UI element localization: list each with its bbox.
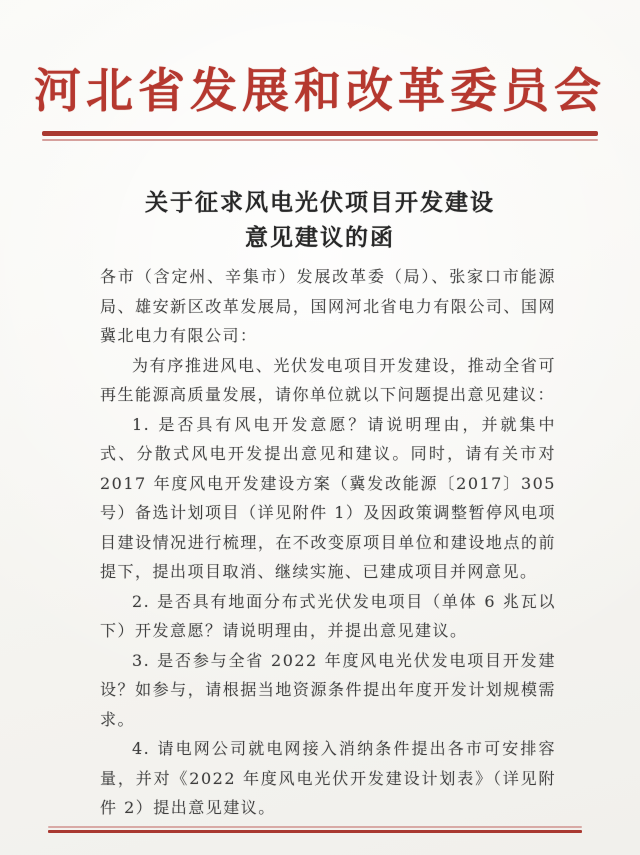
document-title-line1: 关于征求风电光伏项目开发建设 xyxy=(145,189,495,216)
letterhead-divider-thin-line xyxy=(42,139,598,141)
body-paragraph-item-1: 1. 是否具有风电开发意愿？请说明理由，并就集中式、分散式风电开发提出意见和建议。同时，请有关市对 2017 年度风电开发建设方案（冀发改能源〔2017〕305 号）备选计划项目（详见附件 1）及因政策调整暂停风电项目建设情况进行梳理，在不改变原项目单位和建设地点的前提下，提出项目取消、继续实施、已建成项目并网意见。 xyxy=(100,414,556,581)
body-paragraph-item-2: 2. 是否具有地面分布式光伏发电项目（单体 6 兆瓦以下）开发意愿？请说明理由，并提出意见建议。 xyxy=(100,591,556,640)
document-title xyxy=(0,185,640,255)
body-paragraph-item-4: 4. 请电网公司就电网接入消纳条件提出各市可安排容量，并对《2022 年度风电光伏开发建设计划表》（详见附件 2）提出意见建议。 xyxy=(100,739,556,817)
letterhead-divider xyxy=(42,131,598,141)
footer-divider xyxy=(48,826,582,833)
letter-body xyxy=(100,262,556,823)
document-title-line2: 意见建议的函 xyxy=(245,224,395,251)
body-paragraph-item-3: 3. 是否参与全省 2022 年度风电光伏发电项目开发建设？如参与，请根据当地资源条件提出年度开发计划规模需求。 xyxy=(100,650,556,729)
footer-divider-thin-line xyxy=(48,826,582,828)
body-paragraph-intro: 为有序推进风电、光伏发电项目开发建设，推动全省可再生能源高质量发展，请你单位就以下问题提出意见建议： xyxy=(100,355,556,404)
recipients-line: 各市（含定州、辛集市）发展改革委（局）、张家口市能源局、雄安新区改革发展局，国网河北省电力有限公司、国网冀北电力有限公司： xyxy=(100,267,556,345)
letterhead-agency-name: 河北省发展和改革委员会 xyxy=(34,64,606,119)
letterhead-divider-thick-line xyxy=(42,131,598,136)
footer-divider-thick-line xyxy=(48,830,582,833)
